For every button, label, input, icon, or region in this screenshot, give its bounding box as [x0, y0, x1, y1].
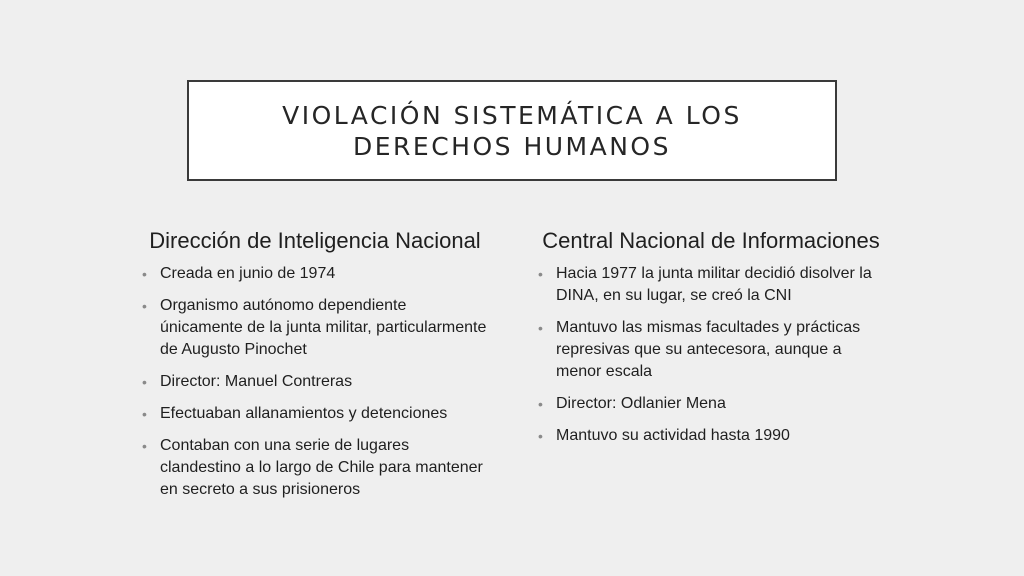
bullet-icon: •: [538, 396, 543, 412]
left-column: [140, 226, 490, 511]
list-item: [536, 317, 886, 383]
list-item: [140, 295, 490, 361]
bullet-icon: •: [538, 266, 543, 282]
bullet-icon: •: [142, 374, 147, 390]
bullet-text: Director: Odlanier Mena: [556, 395, 726, 412]
bullet-text: Mantuvo las mismas facultades y prácticas represivas que su antecesora, aunque a menor escala: [556, 319, 861, 380]
bullet-text: Mantuvo su actividad hasta 1990: [556, 427, 790, 444]
slide-title-box: [187, 80, 837, 181]
right-column: [536, 226, 886, 457]
bullet-icon: •: [538, 428, 543, 444]
list-item: [536, 425, 886, 447]
list-item: [140, 263, 490, 285]
bullet-icon: •: [142, 406, 147, 422]
bullet-icon: •: [142, 266, 147, 282]
slide-title: VIOLACIÓN SISTEMÁTICA A LOS DERECHOS HUMANOS: [282, 100, 742, 161]
bullet-text: Organismo autónomo dependiente únicamente de la junta militar, particularmente de Augusto Pinochet: [160, 297, 487, 358]
bullet-text: Director: Manuel Contreras: [160, 373, 353, 390]
bullet-icon: •: [142, 298, 147, 314]
bullet-text: Creada en junio de 1974: [160, 265, 336, 282]
right-column-heading: Central Nacional de Informaciones: [542, 228, 880, 253]
right-bullet-list: [536, 263, 886, 447]
bullet-text: Efectuaban allanamientos y detenciones: [160, 405, 448, 422]
list-item: [140, 435, 490, 501]
bullet-icon: •: [538, 320, 543, 336]
left-column-heading: Dirección de Inteligencia Nacional: [149, 228, 481, 253]
bullet-text: Hacia 1977 la junta militar decidió disolver la DINA, en su lugar, se creó la CNI: [556, 265, 872, 304]
list-item: [536, 393, 886, 415]
list-item: [536, 263, 886, 307]
list-item: [140, 371, 490, 393]
bullet-icon: •: [142, 438, 147, 454]
left-bullet-list: [140, 263, 490, 501]
list-item: [140, 403, 490, 425]
bullet-text: Contaban con una serie de lugares clandestino a lo largo de Chile para mantener en secreto a sus prisioneros: [160, 437, 483, 498]
